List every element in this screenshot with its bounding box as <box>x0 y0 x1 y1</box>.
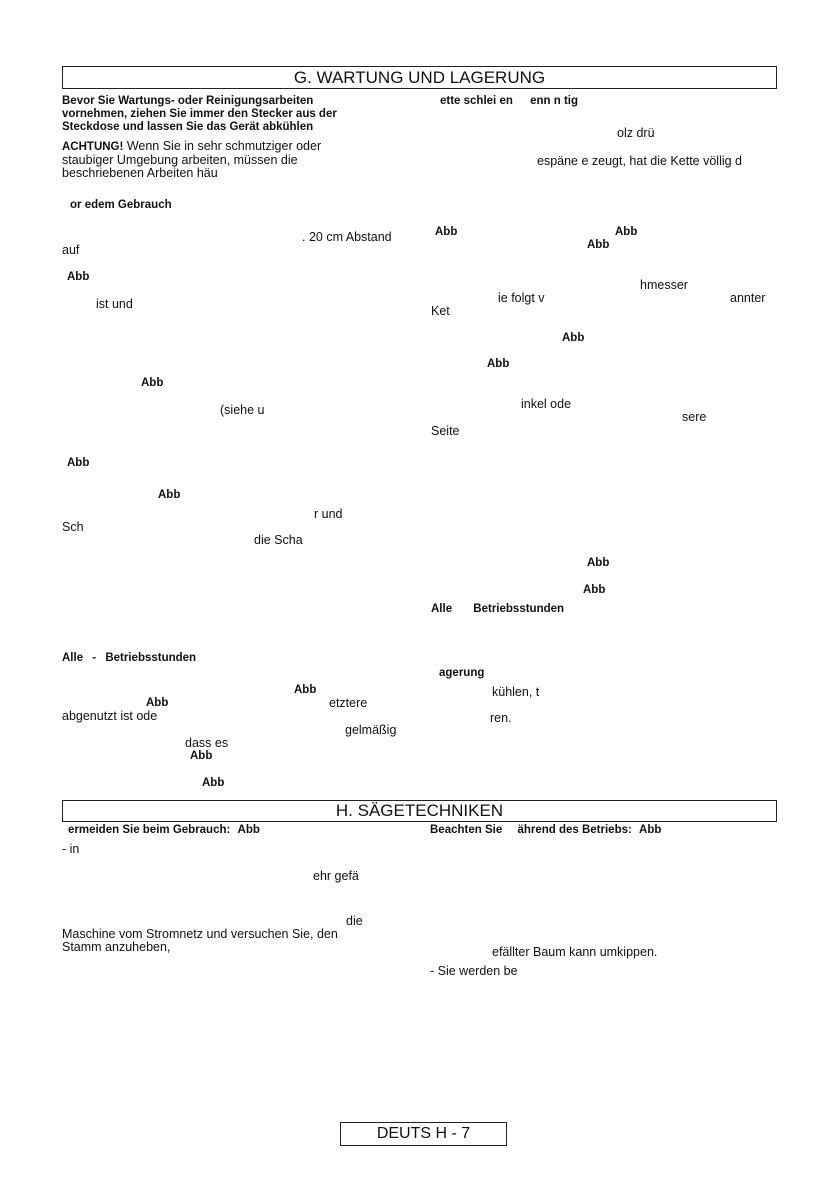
abb-ref-right-3: Abb <box>587 239 610 251</box>
achtung-paragraph-line-2: staubiger Umgebung arbeiten, müssen die <box>62 153 298 167</box>
in-fragment: - in <box>62 842 80 856</box>
ist-und-fragment: ist und <box>96 297 133 311</box>
abb-ref-right-7: Abb <box>583 584 606 596</box>
kette-schleifen-text: ette schlei en <box>440 95 513 107</box>
achtung-label: ACHTUNG! <box>62 141 124 153</box>
wenn-noetig-text: enn n tig <box>530 95 578 107</box>
abb-ref-left-1: Abb <box>67 271 90 283</box>
abb-ref-left-5: Abb <box>294 684 317 696</box>
auf-fragment: auf <box>62 243 80 257</box>
abb-ref-h-left: Abb <box>237 824 260 836</box>
abgenutzt-fragment: abgenutzt ist ode <box>62 709 158 723</box>
warning-line-2: vornehmen, ziehen Sie immer den Stecker aus der <box>62 108 337 120</box>
alle-label-left: Alle <box>62 652 84 664</box>
abb-ref-right-5: Abb <box>487 358 510 370</box>
r-und-fragment: r und <box>314 507 343 521</box>
vermeiden-text: ermeiden Sie beim Gebrauch: <box>68 824 231 836</box>
achtung-paragraph-line-3: beschriebenen Arbeiten häu <box>62 166 218 180</box>
olz-dru-fragment: olz drü <box>617 126 655 140</box>
ehr-gefa-fragment: ehr gefä <box>313 869 359 883</box>
sch-fragment: Sch <box>62 520 84 534</box>
vermeiden-heading <box>68 824 260 838</box>
abb-ref-right-6: Abb <box>587 557 610 569</box>
alle-betriebsstunden-right <box>431 603 564 617</box>
page-footer-label: DEUTS H - 7 <box>340 1122 507 1146</box>
waehrend-text: ährend des Betriebs: <box>517 824 632 836</box>
hmesser-fragment: hmesser <box>640 278 688 292</box>
lagerung-heading: agerung <box>439 667 485 679</box>
section-h-title: H. SÄGETECHNIKEN <box>62 800 777 822</box>
abb-ref-left-4: Abb <box>158 489 181 501</box>
seite-fragment: Seite <box>431 424 460 438</box>
ket-fragment: Ket <box>431 304 450 318</box>
abb-ref-right-1: Abb <box>435 226 458 238</box>
abb-ref-left-2: Abb <box>141 377 164 389</box>
abb-ref-left-7: Abb <box>190 750 213 762</box>
dash-left: - <box>92 652 97 664</box>
sere-fragment: sere <box>682 410 707 424</box>
maschine-line: Maschine vom Stromnetz und versuchen Sie, den <box>62 927 338 941</box>
section-g-title: G. WARTUNG UND LAGERUNG <box>62 66 777 89</box>
gefaellter-fragment: efällter Baum kann umkippen. <box>492 945 658 959</box>
dass-es-fragment: dass es <box>185 736 229 750</box>
beachten-heading <box>430 824 661 838</box>
abb-ref-right-4: Abb <box>562 332 585 344</box>
inkel-fragment: inkel ode <box>521 397 572 411</box>
abb-ref-left-3: Abb <box>67 457 90 469</box>
alle-betriebsstunden-left <box>62 652 196 666</box>
kette-schleifen-heading <box>440 95 578 109</box>
annter-fragment: annter <box>730 291 766 305</box>
die-scha-fragment: die Scha <box>254 533 303 547</box>
warning-line-3: Steckdose und lassen Sie das Gerät abkühlen <box>62 121 314 133</box>
betriebsstunden-left: Betriebsstunden <box>105 652 197 664</box>
sie-werden-fragment: - Sie werden be <box>430 964 518 978</box>
vor-jedem-gebrauch-heading: or edem Gebrauch <box>70 199 172 211</box>
abb-ref-left-8: Abb <box>202 777 225 789</box>
kuehlen-fragment: kühlen, t <box>492 685 540 699</box>
cm-abstand-fragment: . 20 cm Abstand <box>302 230 392 244</box>
die-fragment: die <box>346 914 363 928</box>
betriebsstunden-right: Betriebsstunden <box>473 603 565 615</box>
achtung-text: Wenn Sie in sehr schmutziger oder <box>126 139 322 153</box>
abb-ref-left-6: Abb <box>146 697 169 709</box>
warning-line-1: Bevor Sie Wartungs- oder Reinigungsarbeiten <box>62 95 314 107</box>
ie-folgt-fragment: ie folgt v <box>498 291 545 305</box>
alle-label-right: Alle <box>431 603 453 615</box>
ren-fragment: ren. <box>490 711 512 725</box>
stamm-line: Stamm anzuheben, <box>62 940 171 954</box>
etztere-fragment: etztere <box>329 696 368 710</box>
abb-ref-right-2: Abb <box>615 226 638 238</box>
abb-ref-h-right: Abb <box>639 824 662 836</box>
gelmaessig-fragment: gelmäßig <box>345 723 397 737</box>
spaene-fragment: espäne e zeugt, hat die Kette völlig d <box>537 154 743 168</box>
siehe-u-fragment: (siehe u <box>220 403 265 417</box>
beachten-text: Beachten Sie <box>430 824 503 836</box>
